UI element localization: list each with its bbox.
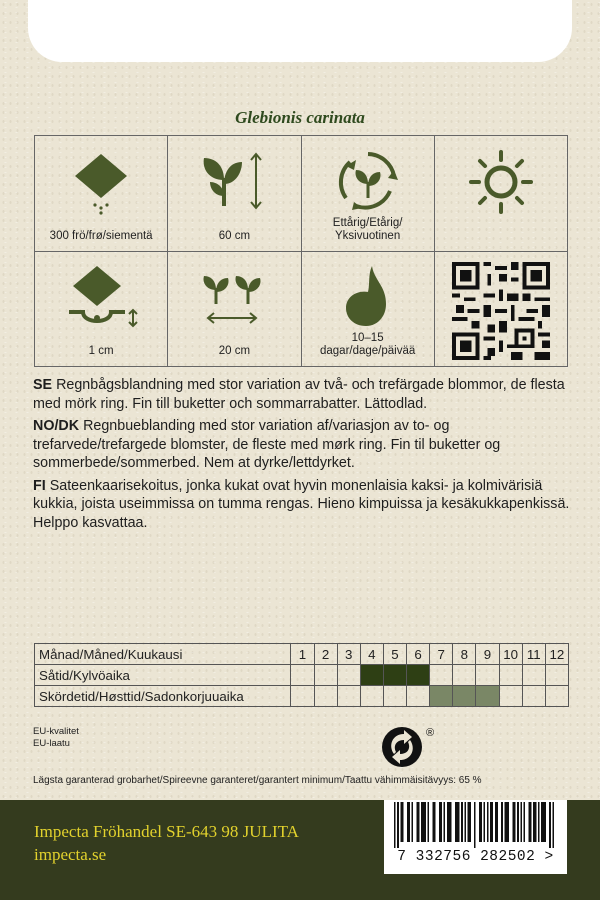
plant-height-label: 60 cm: [218, 229, 251, 242]
barcode-bar: [492, 802, 494, 842]
lang-code-fi: FI: [33, 477, 46, 494]
barcode-bar: [394, 802, 396, 848]
barcode-bar: [484, 802, 486, 842]
barcode-bar: [458, 802, 460, 842]
sowing-row-label: Såtid/Kylvöaika: [35, 665, 291, 686]
lifecycle-label: Ettårig/Etårig/ Yksivuotinen: [332, 216, 403, 242]
plant-spacing-label: 20 cm: [218, 345, 251, 357]
eu-quality: [33, 726, 79, 750]
month-cell-7: [430, 686, 453, 707]
lifecycle-cell: [302, 136, 435, 252]
barcode-bar: [428, 802, 430, 842]
barcode-bar: [496, 802, 498, 842]
month-6: 6: [407, 644, 430, 665]
qr-code-icon[interactable]: [452, 262, 550, 360]
barcode-bar: [524, 802, 526, 842]
description-nodk: [33, 417, 573, 473]
month-cell-1: [291, 665, 314, 686]
month-11: 11: [522, 644, 545, 665]
barcode-bar: [520, 802, 522, 842]
month-cell-12: [545, 665, 568, 686]
descriptions: [33, 376, 573, 536]
germination-cell: [302, 252, 435, 368]
month-4: 4: [360, 644, 383, 665]
month-cell-7: [430, 665, 453, 686]
lang-code-se: SE: [33, 377, 53, 393]
hang-tab-cutout: [28, 0, 572, 62]
month-cell-1: [291, 686, 314, 707]
plant-height-cell: [168, 136, 301, 252]
footer-address-block: [34, 820, 299, 866]
barcode-bar: [544, 802, 546, 842]
calendar-header-row: [35, 644, 569, 665]
germination-icon: [328, 262, 408, 332]
plant-height-icon: [194, 146, 274, 216]
seed-count-cell: [35, 136, 168, 252]
barcode-bar: [455, 802, 457, 842]
month-9: 9: [476, 644, 499, 665]
sowing-depth-label: 1 cm: [88, 345, 114, 357]
plant-spacing-icon: [194, 262, 274, 332]
barcode-bar: [501, 802, 503, 842]
barcode-bar: [432, 802, 434, 842]
sowing-depth-cell: [35, 252, 168, 368]
barcode-bar: [434, 802, 436, 842]
barcode-bar: [506, 802, 508, 842]
barcode-bar: [479, 802, 481, 842]
barcode-bar: [528, 802, 530, 842]
eu-quality-sv: EU-kvalitet: [33, 726, 79, 737]
month-cell-3: [337, 686, 360, 707]
barcode-bar: [440, 802, 442, 842]
harvest-row-label: Skördetid/Høsttid/Sadonkorjuuaika: [35, 686, 291, 707]
barcode-bar: [552, 802, 554, 848]
barcode-bar: [533, 802, 535, 842]
sun-icon: [461, 146, 541, 216]
barcode-bar: [504, 802, 506, 842]
seed-count-label: 300 frö/frø/siementä: [49, 229, 153, 242]
month-cell-8: [453, 686, 476, 707]
sowing-calendar: [34, 643, 569, 707]
description-nodk-text: Regnbueblanding med stor variation af/variasjon av to- og trefarvede/trefargede blomster, de fleste med mørk ring. Fin til buketter og sommerbede/sommerbed. Nem at dyrke/lettdyrket.: [33, 418, 501, 471]
barcode-bar: [541, 802, 543, 842]
barcode-bar: [448, 802, 450, 842]
species-name: Glebionis carinata: [235, 108, 365, 127]
barcode-bar: [469, 802, 471, 842]
barcode-bar: [464, 802, 466, 842]
month-cell-5: [383, 686, 406, 707]
month-cell-6: [407, 686, 430, 707]
month-cell-12: [545, 686, 568, 707]
month-cell-9: [476, 665, 499, 686]
harvest-row: [35, 686, 569, 707]
barcode-bar: [543, 802, 545, 842]
month-cell-2: [314, 665, 337, 686]
barcode-bar: [407, 802, 409, 842]
green-dot-recycle-icon: [380, 724, 438, 770]
barcode-bar: [450, 802, 452, 842]
month-cell-5: [383, 665, 406, 686]
month-cell-8: [453, 665, 476, 686]
month-cell-10: [499, 686, 522, 707]
month-1: 1: [291, 644, 314, 665]
barcode-bar: [461, 802, 463, 842]
germination-guarantee: Lägsta garanterad grobarhet/Spireevne garanteret/garantert minimum/Taattu vähimmäisitävyys: 65 %: [33, 775, 482, 786]
barcode-bar: [495, 802, 497, 842]
sowing-row: [35, 665, 569, 686]
month-cell-11: [522, 665, 545, 686]
barcode-bar: [400, 802, 402, 842]
barcode-bar: [508, 802, 510, 842]
month-12: 12: [545, 644, 568, 665]
description-fi: [33, 477, 573, 533]
qr-cell: [435, 252, 568, 368]
plant-spacing-cell: [168, 252, 301, 368]
month-5: 5: [383, 644, 406, 665]
barcode-bar: [530, 802, 532, 842]
month-cell-11: [522, 686, 545, 707]
barcode-bar: [538, 802, 540, 842]
barcode-bar: [447, 802, 449, 842]
description-se-text: Regnbågsblandning med stor variation av två- och trefärgade blommor, de flesta med mörk ring. Fin till buketter och sommarrabatter. Lättodlad.: [33, 377, 565, 412]
barcode-bar: [514, 802, 516, 842]
barcode-bars: [384, 800, 567, 848]
barcode-bar: [456, 802, 458, 842]
barcode-bar: [439, 802, 441, 842]
sun-cell: [435, 136, 568, 252]
month-cell-10: [499, 665, 522, 686]
month-cell-6: [407, 665, 430, 686]
barcode-bar: [412, 802, 414, 842]
seed-packet-icon: [61, 146, 141, 216]
annual-cycle-icon: [328, 146, 408, 216]
company-website[interactable]: impecta.se: [34, 845, 107, 864]
calendar-header-label: Månad/Måned/Kuukausi: [35, 644, 291, 665]
description-fi-text: Sateenkaarisekoitus, jonka kukat ovat hyvin monenlaisia kaksi- ja kolmivärisiä kukkia, joista useimmissa on tumma rengas. Hieno kimpuissa ja kesäkukkapenkissä. Helppo kasvattaa.: [33, 477, 570, 531]
barcode-bar: [474, 802, 476, 848]
barcode-bar: [487, 802, 489, 842]
barcode-bar: [480, 802, 482, 842]
germination-days-label: 10–15 dagar/dage/päivää: [319, 332, 416, 357]
barcode-bar: [512, 802, 514, 842]
barcode-bar: [402, 802, 404, 842]
lang-code-nodk: NO/DK: [33, 418, 80, 434]
barcode-bar: [517, 802, 519, 842]
company-address: Impecta Fröhandel SE-643 98 JULITA: [34, 822, 299, 841]
month-10: 10: [499, 644, 522, 665]
eu-quality-fi: EU-laatu: [33, 738, 70, 749]
barcode-bar: [416, 802, 418, 842]
barcode-bar: [423, 802, 425, 842]
barcode-bar: [421, 802, 423, 842]
month-8: 8: [453, 644, 476, 665]
barcode-bar: [418, 802, 420, 842]
month-cell-2: [314, 686, 337, 707]
barcode-bar: [408, 802, 410, 842]
month-7: 7: [430, 644, 453, 665]
info-icon-grid: [34, 135, 568, 367]
barcode-bar: [468, 802, 470, 842]
sowing-depth-icon: [61, 262, 141, 332]
barcode-bar: [535, 802, 537, 842]
month-2: 2: [314, 644, 337, 665]
barcode-bar: [549, 802, 551, 848]
barcode-number: 7 332756 282502 >: [397, 849, 554, 865]
barcode-bar: [397, 802, 399, 848]
month-cell-9: [476, 686, 499, 707]
registered-mark: ®: [426, 727, 435, 739]
month-cell-4: [360, 686, 383, 707]
barcode-bar: [444, 802, 446, 842]
barcode-bar: [424, 802, 426, 842]
month-cell-4: [360, 665, 383, 686]
month-3: 3: [337, 644, 360, 665]
barcode-bar: [490, 802, 492, 842]
description-se: [33, 376, 573, 413]
month-cell-3: [337, 665, 360, 686]
